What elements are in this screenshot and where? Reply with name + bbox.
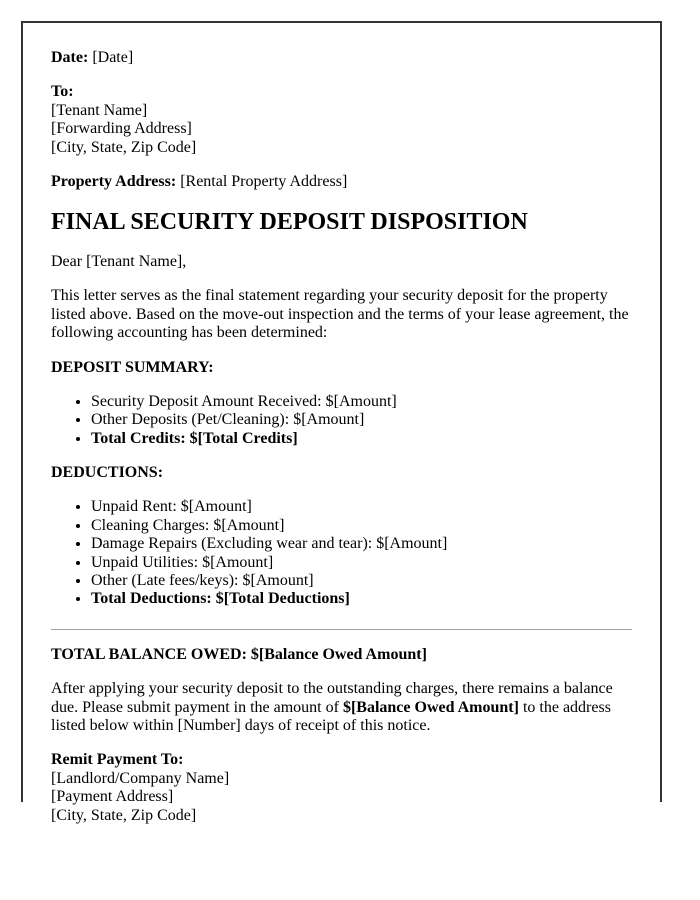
list-item: • Security Deposit Amount Received: $[Amount] [91,393,632,411]
property-address-value: [Rental Property Address] [180,172,348,190]
salutation: Dear [Tenant Name], [51,252,187,270]
remit-city-state-zip-line: [City, State, Zip Code] [51,806,197,824]
balance-owed-heading: TOTAL BALANCE OWED: $[Balance Owed Amount] [51,645,427,663]
city-state-zip-line: [City, State, Zip Code] [51,138,197,156]
date-label: Date: [51,49,89,66]
deposit-summary-list [51,393,632,448]
recipient-block [51,83,632,157]
balance-amount-bold: $[Balance Owed Amount] [342,698,519,716]
forwarding-address-line: [Forwarding Address] [51,120,192,138]
letter-document [21,21,662,824]
tenant-name-line: [Tenant Name] [51,101,148,119]
section-divider [51,629,632,630]
property-address-line [51,173,632,191]
payment-address-line: [Payment Address] [51,788,174,806]
date-line [51,49,632,67]
list-item: • Cleaning Charges: $[Amount] [91,517,632,535]
remit-heading: Remit Payment To: [51,751,184,769]
remit-block [51,751,632,825]
deposit-summary-heading: DEPOSIT SUMMARY: [51,358,214,376]
intro-paragraph: This letter serves as the final statement regarding your security deposit for the property listed above. Based on the move-out inspection and the terms of your lease agreement, the following accounting has been determined: [51,287,629,342]
page-title: FINAL SECURITY DEPOSIT DISPOSITION [51,209,528,236]
deductions-list [51,498,632,608]
list-item: • Other (Late fees/keys): $[Amount] [91,572,632,590]
list-item: • Unpaid Utilities: $[Amount] [91,554,632,572]
total-credits-item: • Total Credits: $[Total Credits] [91,430,632,448]
deductions-heading: DEDUCTIONS: [51,464,164,482]
balance-text-before: After applying your security deposit to the outstanding charges, there remains a balance due. Please submit payment in the amount of [51,680,613,716]
property-address-label: Property Address: [51,172,177,190]
total-deductions-item: • Total Deductions: $[Total Deductions] [91,590,632,608]
list-item: • Damage Repairs (Excluding wear and tear): $[Amount] [91,535,632,553]
landlord-name-line: [Landlord/Company Name] [51,769,230,787]
to-label: To: [51,83,74,101]
list-item: • Other Deposits (Pet/Cleaning): $[Amount] [91,411,632,429]
balance-text-after: to the address listed below within [Number] days of receipt of this notice. [51,698,611,734]
balance-paragraph [51,680,632,735]
list-item: • Unpaid Rent: $[Amount] [91,498,632,516]
date-value: [Date] [92,49,134,66]
